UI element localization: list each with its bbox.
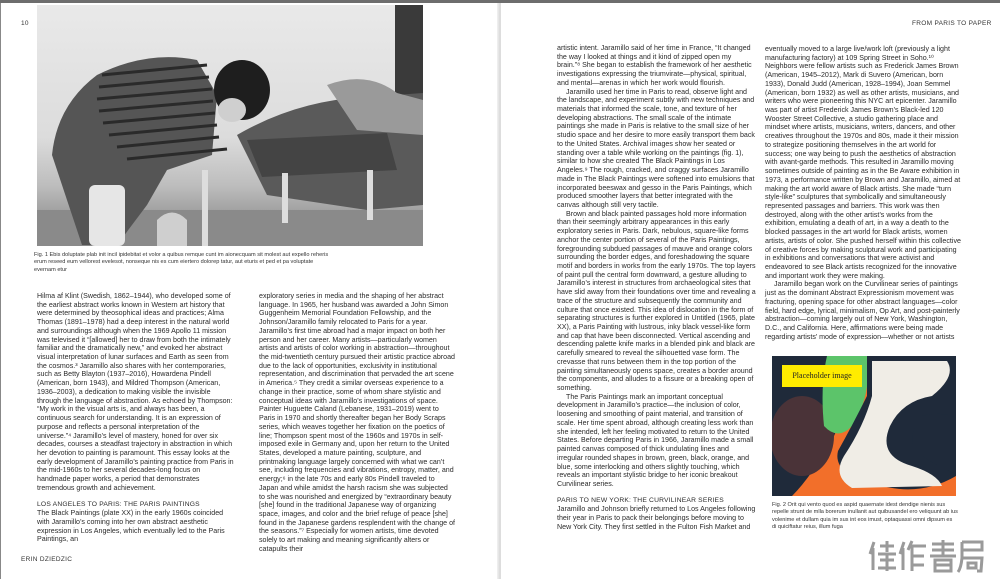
artist-at-work-photo [37, 5, 423, 246]
section-heading: PARIS TO NEW YORK: THE CURVILINEAR SERIES [557, 496, 724, 504]
placeholder-image-label: Placeholder image [782, 365, 862, 387]
page-number: 10 [21, 20, 29, 27]
figure-2-painting [772, 356, 956, 496]
right-column-2 [765, 45, 963, 341]
watermark-glyphs [868, 538, 986, 574]
left-page [0, 3, 500, 579]
running-head: FROM PARIS TO PAPER [912, 20, 992, 27]
figure-1-caption: Fig. 1 Ebis doluptate plab init incil ipidebitat et volor a quibus remque cunt im aionecquam sit molest aut expello reheris erum reseed eum vellorest evelesot, nonseque nis es cum eiertero dolorep tatur, aut eturis et ped et pa voluptate evernam etur [34, 252, 329, 273]
section-heading: LOS ANGELES TO PARIS: THE PARIS PAINTINGS [37, 500, 200, 508]
paragraph: The Black Paintings (plate XX) in the early 1960s coincided with Jaramillo’s coming into her own abstract aesthetic expression in Los Angeles, which eventually led to the Paris Paintings, an [37, 509, 225, 544]
watermark-logo [868, 538, 986, 574]
paragraph: exploratory series in media and the shaping of her abstract language. In 1965, her husband was awarded a John Simon Guggenheim Memorial Foundation Fellowship, and the Johnson/Jaramillo family relocated to Paris for a year. Jaramillo’s first time abroad had a major impact on both her person and her career. Many artists—particularly women artists and artists of color working in abstraction—throughout the mid-twentieth century pursued their artistic practice abroad due to the lack of opportunities, exclusivity in institutional representation, and discrimination that pervaded the art scene in America.⁵ They credit a similar overseas experience to a change in their practice, some of whom share stylistic and conceptual ideas with Jaramillo’s investigations of space. Painter Huguette Caland (Lebanese, 1931–2019) went to Paris in 1970 and shortly thereafter began her Body Scraps series, which weaves together her fixation on the poetics of line; Thompson spent most of the 1960s and 1970s in self-imposed exile in Germany and, upon her return to the United States, developed a mature painting, sculpture, and printmaking language largely concerned with what we can’t see, including frequencies and vibrations, entropy, matter, and energy;⁶ in the late 70s and early 80s Pindell traveled to Japan and while amidst the harsh racism she was subjected to she was nourished and energized by “extraordinary beauty [she] found in the traditional Japanese way of organizing space, images, and color and the brief refuge of peace [she] found in the Japanese gardens resplendent with the change of the seasons.”⁷ Especially for women artists, time devoted solely to art making and meaning significantly alters or catapults their [259, 292, 456, 553]
figure-1-photo [37, 5, 423, 246]
paragraph: Brown and black painted passages hold more information than their seemingly arbitrary appearances in this early exploratory series in Paris. Dark, nebulous, square-like forms anchor the center portion of several of the Paris Paintings, foregrounding subdued passages of mauve and orange colors surrounding the border edges, and foreshadowing the square motif and borders in works from the early 1970s. The top layers of paint pull the central form downward, a gesture alluding to Jaramillo’s interest in structures from archaeological sites that have slid away from their foundations over time and revealing a trace of the structure and subsequently the community and culture that once existed. This idea of dislocation in the form of separating structures is further explored in Untitled (1965, plate XX), a Paris Painting with lustrous, inky black vessel-like form and cap that have been disconnected. Vertical ascending and descending palette knife marks in a blended pink and black are carefully smeared to reveal the silhouetted vase form. The crevasse that runs between them in the top portion of the painting simultaneously opens space, creates a border around the components, and alludes to a fissure or a breaking open of something. [557, 209, 756, 393]
paragraph: Jaramillo began work on the Curvilinear series of paintings just as the dominant Abstract Expressionism movement was fracturing, opening space for other abstract languages—color field, hard edge, lyrical, minimalism, Op Art, and post-painterly abstraction—coming largely out of New York, Washington, D.C., and California. Here, affirmations were being made regarding artists’ mode of expression—whether or not artists [765, 280, 960, 341]
right-column-1 [557, 44, 756, 532]
paragraph: Jaramillo and Johnson briefly returned to Los Angeles following their year in Paris to pack their belongings before moving to New York City. They first settled in the Fulton Fish Market and [557, 505, 756, 531]
paragraph: artistic intent. Jaramillo said of her time in France, “It changed the way I looked at things and it kind of zipped open my brain.”⁸ She began to establish the framework of her aesthetic investigations expressing the triumvirate—physical, spiritual, and mental—arenas in which her work would flourish. [557, 44, 752, 87]
paragraph: Hilma af Klint (Swedish, 1862–1944), who developed some of the earliest abstract works known in Western art history that were determined by theosophical ideas and practices; Alma Thomas (1891–1978) had a deep interest in the natural world and surroundings although when the 1969 Apollo 11 mission was televised it “[allowed] her to draw from both the intimately familiar and the dramatically new,” and evoked her abstract visual interpretation of lunar surfaces and Earth as seen from the cosmos.³ Jaramillo also shares with her contemporaries, such as Betty Blayton (1937–2016), Howardena Pindell (American, born 1943), and Mildred Thompson (American, 1936–2003), a dedication to making visible the invisible through the language of abstraction. As echoed by Thompson: “My work in the visual arts is, and always has been, a continuous search for understanding. It is an expression of purpose and reflects a personal interpretation of the universe.”⁴ Jaramillo’s level of mastery, honed for over six decades, courses a steadfast trajectory in abstraction in which her devotion to painting is paramount. This essay looks at the early development of Jaramillo’s painting practice from Paris in the mid-1960s to her several decades-long focus on handmade paper works, a period that demonstrates tremendous growth and achievement. [37, 292, 234, 492]
figure-2-caption: Fig. 2 Orit qui vento quod es aspid quaernate idest dendige nienis sus repelle strunt de mlla borerum inullanit aut quibusandel ero veliquunt ab ius volenime et dullam quia im sus int eos imust, optaquassi omni dipsum es di quiciftatur reius, illum fuga [772, 502, 958, 530]
running-foot: ERIN DZIEDZIC [21, 556, 73, 563]
left-column-2 [259, 292, 455, 554]
left-column-1 [37, 292, 235, 544]
paragraph: eventually moved to a large live/work loft (previously a light manufacturing factory) at 109 Spring Street in Soho.¹⁰ Neighbors were fellow artists such as Frederick James Brown (American, 1945–2012), Mark di Suvero (American, born 1933), Donald Judd (American, 1928–1994), Joan Semmel (American, born 1932) as well as other artists, musicians, and writers who were pioneering this NYC art epicenter. Jaramillo was part of artist Frederick James Brown’s Black-led 120 Wooster Street Collective, a studio gathering place and mindset where artists, musicians, writers, dancers, and other creatives throughout the 1970s and 80s, made it their mission to strategize positioning themselves in the art world for success; one way being to push the aesthetics of abstraction with avant-garde methods. This resulted in Jaramillo moving sometimes outside of painting as in the Be Aware exhibition in 1973, a performance written by Brown and Jaramillo, aimed at making the art world aware of Black artists. She made “turn style-like” sculptures that symbolically and simultaneously represented passages and barriers. This work was then destroyed, along with the other artist’s works from the exhibition, emulating a death of art, in a way a death to the blocked passages in the art world for Black artists, women artists, artists of color. She pushed herself within this collective of creative forces by making sculptural work and participating in exhibitions and conversations that were activist and endeavored to see Black artists recognized for the innovative and important work they were making. [765, 45, 961, 280]
paragraph: The Paris Paintings mark an important conceptual development in Jaramillo’s practice—the inclusion of color, loosening and smoothing of paint material, and transition of scale. Her time spent abroad, although creating less work than she intended, left her feeling motivated to return to the United States. Before departing Paris in 1966, Jaramillo made a small painted canvas composed of thick undulating lines and irregular rounded shapes in brown, green, black, orange, and blue, some interlocking and others slightly touching, which reveals an important stylistic bridge to her iconic breakout Curvilinear series. [557, 392, 754, 488]
paragraph: Jaramillo used her time in Paris to read, observe light and the landscape, and experiment subtly with new techniques and materials that informed the scale, tone, and texture of her developing abstractions. The small scale of the intimate paintings she made in Paris is relative to the small size of her studio space and her desire to more easily transport them back to the United States. Archival images show her seated or standing over a table while working on the paintings (fig. 1), similar to how she created The Black Paintings in Los Angeles.⁹ The rough, cracked, and craggy surfaces Jaramillo made in The Black Paintings were softened into emulsions that incorporated beeswax and gesso in the Paris Paintings, which produced smoother layers that better integrated with the canvas although still very tactile. [557, 87, 755, 209]
